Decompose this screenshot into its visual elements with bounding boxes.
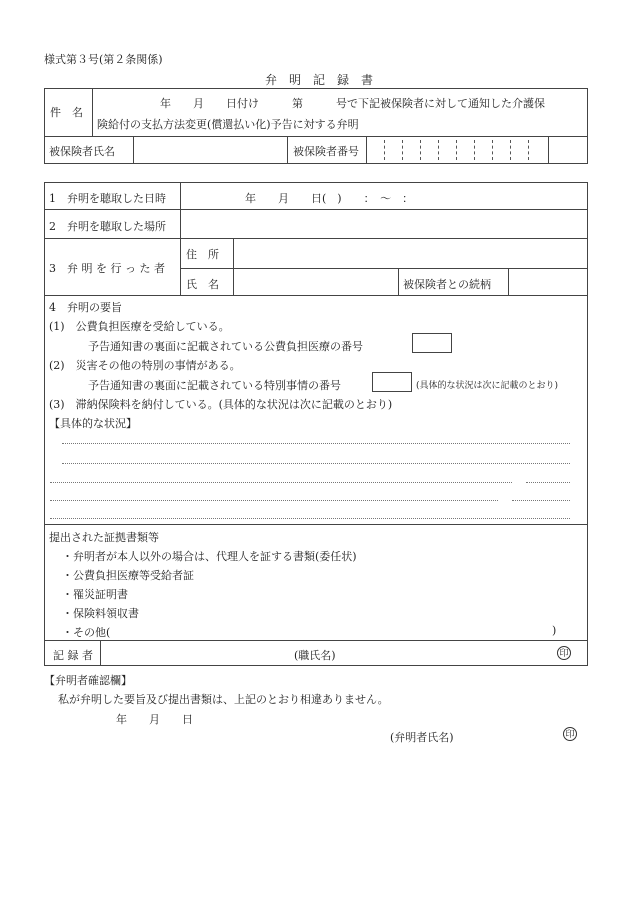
signer-seal-icon: 印 (563, 727, 577, 741)
situation-line[interactable] (512, 500, 570, 501)
evidence-item: ・弁明者が本人以外の場合は、代理人を証する書類(委任状) (62, 550, 357, 563)
recorder-seal-icon: 印 (557, 646, 571, 660)
subject-line-1: 年 月 日付け 第 号で下記被保険者に対して通知した介護保 (160, 97, 545, 110)
special-circumstance-number-box[interactable] (372, 372, 412, 392)
document-title: 弁 明 記 録 書 (265, 73, 374, 87)
situation-line[interactable] (50, 500, 498, 501)
row1-label: 1 弁明を聴取した日時 (49, 192, 166, 205)
situation-line[interactable] (526, 482, 570, 483)
address-label: 住 所 (186, 248, 219, 261)
subject-label: 件 名 (50, 106, 83, 119)
situation-line[interactable] (62, 463, 570, 464)
summary-item-2: (2) 災害その他の特別の事情がある。 (49, 359, 241, 372)
evidence-item: ・公費負担医療等受給者証 (62, 569, 194, 582)
name-label: 氏 名 (186, 278, 219, 291)
confirm-statement: 私が弁明した要旨及び提出書類は、上記のとおり相違ありません。 (58, 693, 389, 706)
insured-name-label: 被保険者氏名 (49, 145, 115, 158)
signer-name-label: (弁明者氏名) (390, 731, 454, 744)
situation-line[interactable] (62, 443, 570, 444)
summary-item-3: (3) 滞納保険料を納付している。(具体的な状況は次に記載のとおり) (49, 398, 393, 411)
insured-number-label: 被保険者番号 (293, 145, 359, 158)
evidence-item-other: ・その他( (62, 626, 111, 639)
confirm-date: 年 月 日 (116, 713, 193, 726)
evidence-item: ・保険料領収書 (62, 607, 139, 620)
summary-item-1-sub: 予告通知書の裏面に記載されている公費負担医療の番号 (88, 340, 363, 353)
recorder-title-name: (職氏名) (294, 649, 336, 662)
situation-heading: 【具体的な状況】 (49, 417, 137, 430)
confirm-heading: 【弁明者確認欄】 (44, 674, 132, 687)
evidence-item: ・罹災証明書 (62, 588, 128, 601)
summary-item-1: (1) 公費負担医療を受給している。 (49, 320, 230, 333)
evidence-heading: 提出された証拠書類等 (49, 531, 159, 544)
summary-item-2-note: (具体的な状況は次に記載のとおり) (416, 381, 559, 391)
form-number: 様式第３号(第２条関係) (44, 53, 163, 66)
row3-label: 3 弁 明 を 行 っ た 者 (49, 262, 165, 275)
situation-line[interactable] (50, 482, 512, 483)
relation-label: 被保険者との続柄 (403, 278, 491, 291)
summary-item-2-sub: 予告通知書の裏面に記載されている特別事情の番号 (88, 379, 341, 392)
evidence-other-close: ) (552, 624, 557, 637)
row1-datetime: 年 月 日( ) ： 〜 ： (245, 192, 414, 205)
subject-line-2: 険給付の支払方法変更(償還払い化)予告に対する弁明 (97, 118, 359, 131)
public-medical-number-box[interactable] (412, 333, 452, 353)
summary-heading: 4 弁明の要旨 (49, 301, 122, 314)
row2-label: 2 弁明を聴取した場所 (49, 220, 166, 233)
recorder-label: 記 録 者 (53, 649, 93, 662)
situation-line[interactable] (50, 518, 570, 519)
